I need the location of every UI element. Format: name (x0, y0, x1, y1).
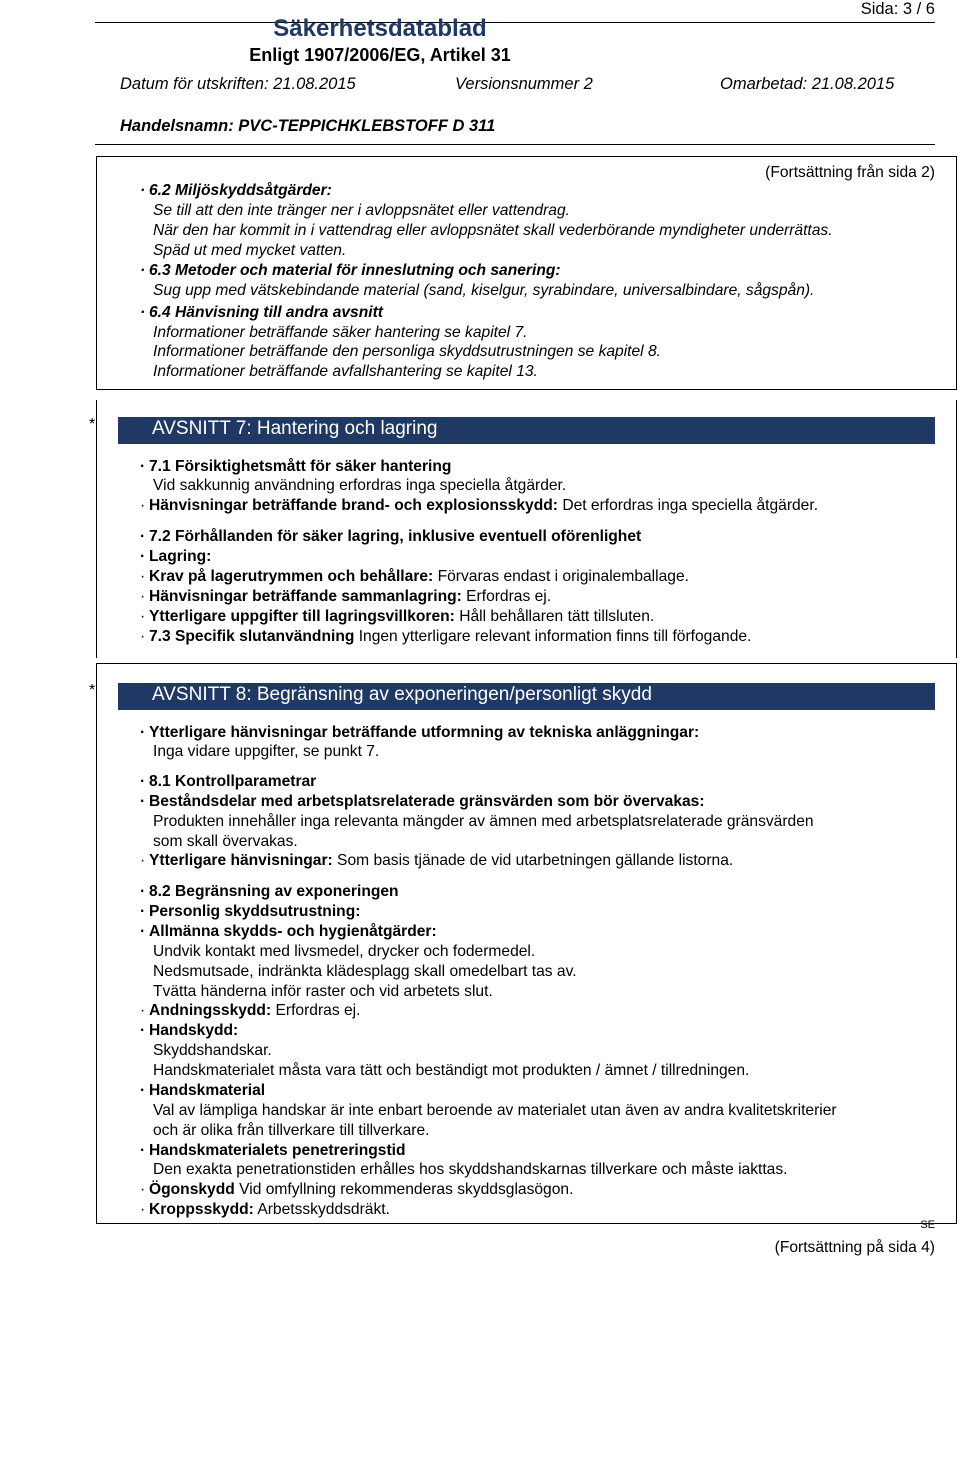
respiratory-row: · Andningsskydd: Erfordras ej. (140, 1002, 361, 1019)
s71-title: · 7.1 Försiktighetsmått för säker hantering (140, 458, 452, 475)
hygiene-label: · Allmänna skydds- och hygienåtgärder: (140, 923, 437, 940)
s71-text: Vid sakkunnig användning erfordras inga speciella åtgärder. (153, 477, 567, 494)
storage-conditions-row: · Ytterligare uppgifter till lagringsvillkoren: Håll behållaren tätt tillsluten. (140, 608, 655, 625)
hand-protection-line: Handskmaterialet måsta vara tätt och beständigt mot produkten / ämnet / tillredningen. (153, 1062, 750, 1079)
s81-title: · 8.1 Kontrollparametrar (140, 773, 317, 790)
section7-header-bar (118, 417, 935, 444)
penetration-time-label: · Handskmaterialets penetreringstid (140, 1142, 406, 1159)
page-number: Sida: 3 / 6 (860, 0, 935, 18)
section8-left-rule (96, 663, 97, 1223)
body-protection-row: · Kroppsskydd: Arbetsskyddsdräkt. (140, 1201, 390, 1218)
document-title: Säkerhetsdatablad (273, 15, 487, 42)
version-number: Versionsnummer 2 (455, 75, 593, 93)
document-subtitle: Enligt 1907/2006/EG, Artikel 31 (249, 45, 511, 65)
section7-title: AVSNITT 7: Hantering och lagring (152, 418, 438, 439)
trade-name: Handelsnamn: PVC-TEPPICHKLEBSTOFF D 311 (120, 117, 496, 135)
section8-change-marker: * (89, 682, 96, 699)
glove-material-line: och är olika från tillverkare till tillverkare. (153, 1122, 430, 1139)
hand-protection-line: Skyddshandskar. (153, 1042, 272, 1059)
s63-text: Sug upp med vätskebindande material (sand, kiselgur, syrabindare, universalbindare, sågspån). (153, 282, 815, 299)
hygiene-line: Nedsmutsade, indränkta klädesplagg skall omedelbart tas av. (153, 963, 577, 980)
further-references-row: · Ytterligare hänvisningar: Som basis tjänade de vid utarbetningen gällande listorna. (140, 852, 734, 869)
hygiene-line: Undvik kontakt med livsmedel, drycker och fodermedel. (153, 943, 536, 960)
storage-requirements-row: · Krav på lagerutrymmen och behållare: Förvaras endast i originalemballage. (140, 568, 689, 585)
continued-to-note: (Fortsättning på sida 4) (774, 1239, 935, 1256)
glove-material-line: Val av lämpliga handskar är inte enbart beroende av materialet utan även av andra kvalitetskriterier (153, 1102, 837, 1119)
ppe-label: · Personlig skyddsutrustning: (140, 903, 361, 920)
s82-title: · 8.2 Begränsning av exponeringen (140, 883, 399, 900)
s62-line: Se till att den inte tränger ner i avloppsnätet eller vattendrag. (153, 202, 570, 219)
eye-protection-row: · Ögonskydd Vid omfyllning rekommenderas skyddsglasögon. (140, 1181, 574, 1198)
limit-values-line: som skall övervakas. (153, 833, 298, 850)
limit-values-line: Produkten innehåller inga relevanta mängder av ämnen med arbetsplatsrelaterade gränsvärden (153, 813, 814, 830)
s72-title: · 7.2 Förhållanden för säker lagring, inklusive eventuell oförenlighet (140, 528, 642, 545)
storage-label: · Lagring: (140, 548, 212, 565)
glove-material-label: · Handskmaterial (140, 1082, 266, 1099)
section-divider (96, 663, 957, 664)
header-bottom-rule (95, 144, 935, 145)
print-date: Datum för utskriften: 21.08.2015 (120, 75, 356, 93)
footer-rule (96, 1223, 957, 1224)
section8-title: AVSNITT 8: Begränsning av exponeringen/personligt skydd (152, 684, 652, 705)
section7-left-rule (96, 400, 97, 658)
section8-right-rule (956, 663, 957, 1223)
penetration-time-text: Den exakta penetrationstiden erhålles hos skyddshandskarnas tillverkare och måste iakttas. (153, 1161, 788, 1178)
hygiene-line: Tvätta händerna inför raster och vid arbetets slut. (153, 983, 493, 1000)
s62-line: När den har kommit in i vattendrag eller avloppsnätet skall vederbörande myndigheter underrättas. (153, 222, 833, 239)
limit-values-label: · Beståndsdelar med arbetsplatsrelaterade gränsvärden som bör övervakas: (140, 793, 705, 810)
section7-right-rule (956, 400, 957, 658)
tech-facilities-text: Inga vidare uppgifter, se punkt 7. (153, 743, 380, 760)
s64-line: Informationer beträffande den personliga skyddsutrustningen se kapitel 8. (153, 343, 661, 360)
continued-from-note: (Fortsättning från sida 2) (765, 164, 935, 181)
section8-header-bar (118, 683, 935, 710)
language-code: SE (920, 1219, 935, 1231)
s62-line: Späd ut med mycket vatten. (153, 242, 347, 259)
revision-date: Omarbetad: 21.08.2015 (720, 75, 895, 93)
joint-storage-row: · Hänvisningar beträffande sammanlagring: Erfordras ej. (140, 588, 552, 605)
section7-change-marker: * (89, 416, 96, 433)
tech-facilities-label: · Ytterligare hänvisningar beträffande utformning av tekniska anläggningar: (140, 724, 700, 741)
s73-row: · 7.3 Specifik slutanvändning Ingen ytterligare relevant information finns till förfogande. (140, 628, 752, 645)
s64-title: · 6.4 Hänvisning till andra avsnitt (140, 304, 383, 321)
s64-line: Informationer beträffande säker hantering se kapitel 7. (153, 324, 528, 341)
s63-title: · 6.3 Metoder och material för inneslutning och sanering: (140, 262, 561, 279)
hand-protection-label: · Handskydd: (140, 1022, 239, 1039)
fire-protection-row: · Hänvisningar beträffande brand- och explosionsskydd: Det erfordras inga speciella åtgärder. (140, 497, 819, 514)
s64-line: Informationer beträffande avfallshantering se kapitel 13. (153, 363, 538, 380)
s62-title: · 6.2 Miljöskyddsåtgärder: (140, 182, 332, 199)
